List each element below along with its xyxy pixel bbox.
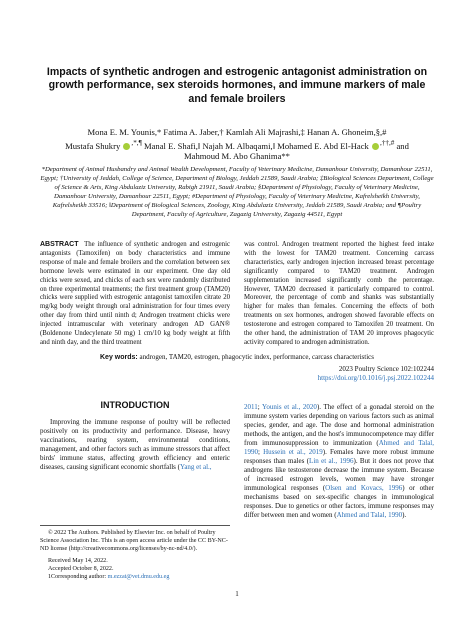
citation-link[interactable]: Ahmed and Talal, 1990 — [336, 511, 403, 519]
corresponding-email-link[interactable]: m.ezzat@vet.dmu.edu.eg — [107, 574, 170, 581]
intro-right-text: ; — [258, 448, 264, 456]
intro-right-text: ; — [257, 403, 263, 411]
journal-citation: 2023 Poultry Science 102:102244 — [338, 365, 434, 373]
affiliations: *Department of Animal Husbandry and Animal Wealth Development, Faculty of Veterinary Medicine, Damanhour University, Damanhour 22511, Egypt; †University of Jeddah, College of Science, Department of Biology, Jeddah 21589, Saudi Arabia; ‡Biological Sciences Department, College of Science & Arts, King Abdulaziz University, Rabigh 21911, Saudi Arabia; §Department of Physiology, Faculty of Veterinary Medicine, Damanhour University, Damanhour 22511, Egypt; #Department of Physiology, Faculty of Veterinary Medicine, Kafrelsheikh University, Kafrelsheikh 33516; ‖Department of Biological Sciences, Zoology, King Abdulaziz University, Jeddah 21589, Saudi Arabia; and ¶Poultry Department, Faculty of Agriculture, Zagazig University, Zagazig 44511, Egypt — [40, 166, 434, 218]
intro-right-text: ). But it does not prove that androgens like testosterone decrease the immune system. Because of increased estrogen levels, women may have stronger immunological responses ( — [244, 457, 434, 492]
author-line-2 — [40, 138, 434, 152]
author-line-3: Mahmoud M. Abo Ghanima** — [184, 151, 290, 162]
abstract-heading: ABSTRACT — [40, 241, 79, 248]
footnote-divider — [40, 525, 230, 526]
accepted-date: Accepted October 8, 2022. — [48, 566, 114, 573]
citation-link[interactable]: Lin et al., 1996 — [309, 457, 354, 465]
author-abdelhack-sup: ,††,# — [380, 138, 395, 147]
journal-info — [40, 365, 434, 383]
citation-link[interactable]: Hussein et al., 2019 — [263, 448, 323, 456]
intro-right-text: ). The effect of a gonadal steroid on the immune system varies depending on various factors such as animal species, gender, and age. The dose and hormonal administration methods, the antigen, and the host's immunocompetence may differ from immunosuppression to immunization ( — [244, 403, 434, 447]
citation-link[interactable]: Younis et al., 2020 — [262, 403, 317, 411]
citation-link[interactable]: Yang et al., — [179, 463, 212, 471]
corresponding-label: 1Corresponding author: — [48, 574, 107, 581]
author-line-1: Mona E. M. Younis,* Fatima A. Jaber,† Kamlah Ali Majrashi,‡ Hanan A. Ghoneim,§,# — [87, 127, 387, 137]
citation-link[interactable]: Ahmed and Talal, 1990 — [244, 439, 434, 456]
footnotes — [40, 529, 230, 582]
orcid-icon[interactable] — [372, 143, 379, 150]
abstract-left-text: The influence of synthetic androgen and estrogenic antagonists (Tamoxifen) on body characteristics and immune response of male and female broilers and the correlation between sex hormone levels were estimated in our experiment. One day old chicks were sexed, and chicks of each sex were randomly distributed on three experimental treatments; the first treatment group (TAM20) chicks were supplied with estrogenic antagonist tamoxifen citrate 20 mg/kg body weight through oral administration for four times every other day from third until ninth d; Androgen treatment chicks were injected intramuscular with veterinary androgen AD GAN® (Boldenone Undecylenate 50 mg) 1 cm/10 kg body weight at fifth and ninth day, and the third treatment — [40, 241, 230, 346]
keywords-label: Key words: — [100, 354, 138, 361]
author-group-2: Manal E. Shafi,‖ Najah M. Albaqami,‖ Mohamed E. Abd El-Hack — [143, 140, 369, 151]
abstract-right-column: was control. Androgen treatment reported the highest feed intake with the lowest for TAM20 treatment. Concerning carcass characteristics, early androgen injection increased breast percentage significantly compared to TAM20 treatment. Androgen supplementation increased significantly comb the percentage. However, TAM20 decreased it particularly compared to control. Moreover, the percentage of comb and shanks was substantially higher for males than females. Concerning the effects of both treatments on sex hormones, androgen showed favorable effects on testosterone and estrogen compared to Tamoxifen 20 treatment. On the other hand, the administration of TAM 20 improves phagocytic activity compared to androgen administration. — [244, 241, 434, 346]
page-number: 1 — [235, 590, 239, 598]
intro-right-text: ). Females have more robust immune responses than males ( — [244, 448, 434, 465]
author-shukry: Mustafa Shukry — [65, 140, 121, 151]
author-and: and — [396, 140, 409, 151]
corresponding-author — [40, 573, 230, 581]
abstract-left-column — [40, 241, 230, 348]
keywords-text: androgen, TAM20, estrogen, phagocytic index, performance, carcass characteristics — [139, 353, 374, 361]
article-title: Impacts of synthetic androgen and estrogenic antagonist administration on growth performance, sex steroids hormones, and immune markers of male and female broilers — [46, 66, 428, 105]
orcid-icon[interactable] — [123, 143, 130, 150]
intro-right-text: ) or other mechanisms based on sex-specific changes in immunological responses. Due to genetics or other factors, immune responses may differ between men and women ( — [244, 484, 435, 519]
introduction-heading: INTRODUCTION — [100, 400, 170, 410]
keywords — [40, 353, 434, 362]
author-list — [40, 127, 434, 162]
copyright-notice: © 2022 The Authors. Published by Elsevier Inc. on behalf of Poultry Science Association Inc. This is an open access article under the CC BY-NC-ND license (http://creativecommons.org/licenses/by-nc-nd/4.0/). — [40, 530, 228, 553]
citation-link[interactable]: 2011 — [244, 403, 258, 411]
citation-link[interactable]: Olsen and Kovacs, 1996 — [325, 484, 403, 492]
intro-left-column — [40, 418, 230, 472]
intro-right-column — [244, 403, 434, 520]
author-shukry-sup: ,*,¶ — [131, 138, 142, 147]
intro-right-text: ). — [402, 511, 407, 519]
doi-link[interactable]: https://doi.org/10.1016/j.psj.2022.102244 — [317, 374, 434, 382]
received-date: Received May 14, 2022. — [48, 558, 108, 565]
intro-left-text: Improving the immune response of poultry will be reflected positively on its productivity and performance. Disease, heavy vaccinations, rearing system, environmental conditions, management, and other factors such as immune stressors that affect birds' immune status, affecting growth efficiency and enteric diseases, causing significant economic shortfalls ( — [40, 418, 230, 471]
